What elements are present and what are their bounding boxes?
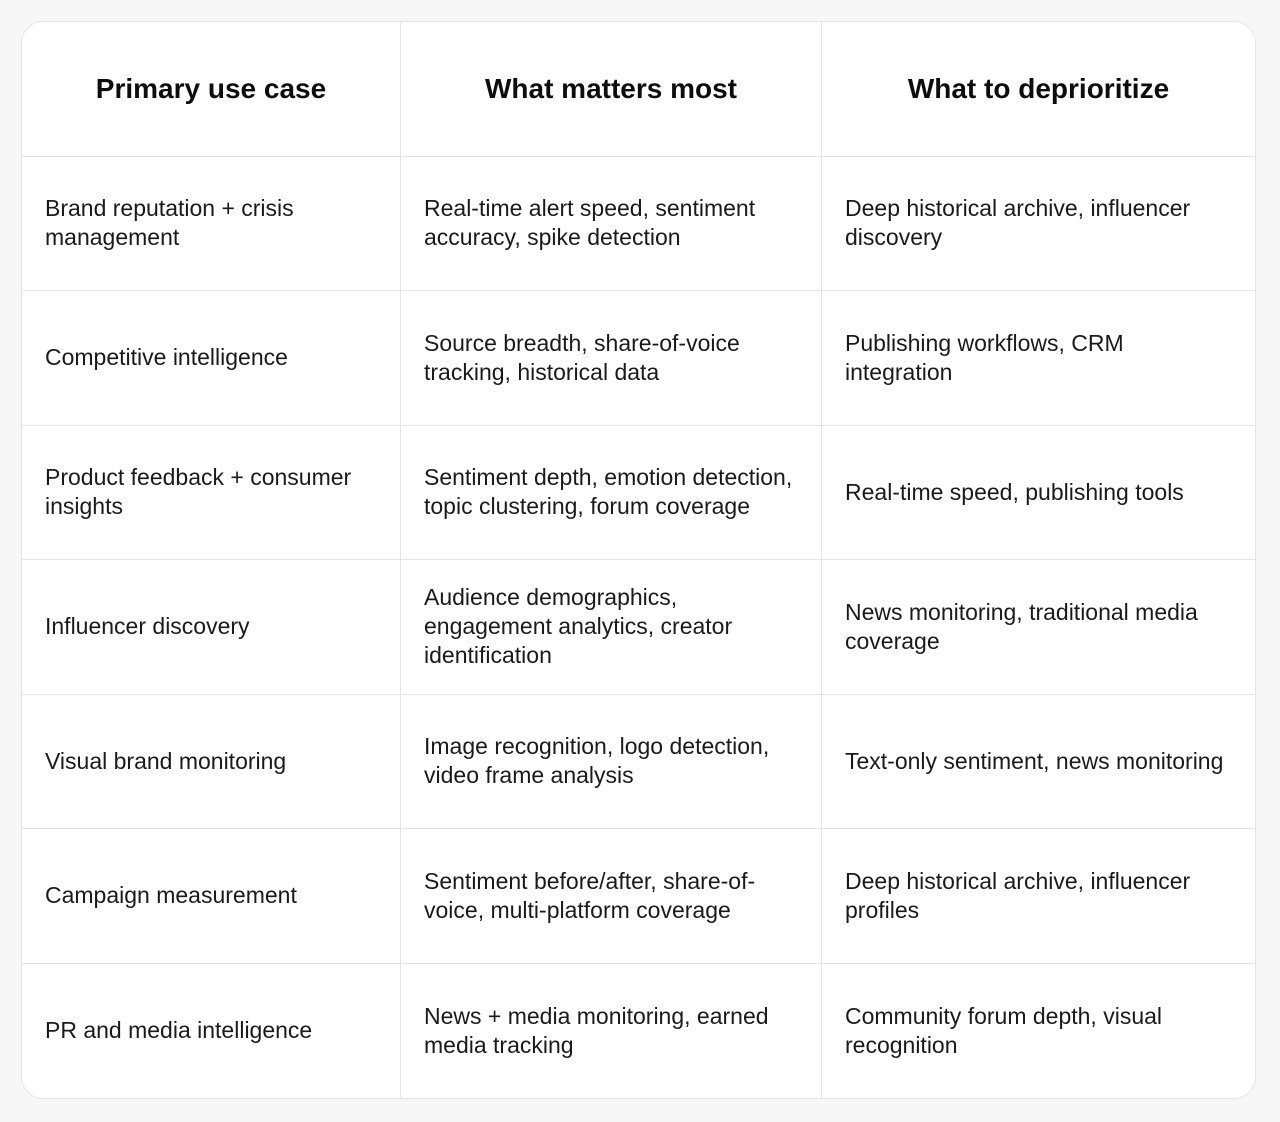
table-cell-matters-most: Image recognition, logo detection, video frame analysis — [401, 695, 822, 830]
table-cell-deprioritize: Publishing workflows, CRM integration — [822, 291, 1255, 426]
table-cell-deprioritize: News monitoring, traditional media coverage — [822, 560, 1255, 695]
table-cell-deprioritize: Text-only sentiment, news monitoring — [822, 695, 1255, 830]
table-cell-deprioritize: Real-time speed, publishing tools — [822, 426, 1255, 561]
table-cell-use-case: PR and media intelligence — [22, 964, 401, 1099]
table-cell-matters-most: Real-time alert speed, sentiment accuracy, spike detection — [401, 157, 822, 292]
column-header-primary-use-case: Primary use case — [22, 22, 401, 157]
table-cell-use-case: Brand reputation + crisis management — [22, 157, 401, 292]
table-cell-matters-most: News + media monitoring, earned media tracking — [401, 964, 822, 1099]
table-cell-deprioritize: Deep historical archive, influencer profiles — [822, 829, 1255, 964]
column-header-what-to-deprioritize: What to deprioritize — [822, 22, 1255, 157]
table-cell-matters-most: Sentiment before/after, share-of-voice, multi-platform coverage — [401, 829, 822, 964]
table-cell-use-case: Visual brand monitoring — [22, 695, 401, 830]
table-cell-matters-most: Source breadth, share-of-voice tracking, historical data — [401, 291, 822, 426]
comparison-table — [22, 22, 1255, 1098]
table-cell-matters-most: Audience demographics, engagement analytics, creator identification — [401, 560, 822, 695]
table-cell-deprioritize: Community forum depth, visual recognition — [845, 1002, 1163, 1058]
table-cell-use-case: Campaign measurement — [22, 829, 401, 964]
table-cell-deprioritize: Deep historical archive, influencer discovery — [822, 157, 1255, 292]
column-header-what-matters-most: What matters most — [401, 22, 822, 157]
table-cell-use-case: Influencer discovery — [22, 560, 401, 695]
table-cell-matters-most: Sentiment depth, emotion detection, topic clustering, forum coverage — [401, 426, 822, 561]
comparison-table-card — [21, 21, 1256, 1099]
table-cell-use-case: Competitive intelligence — [22, 291, 401, 426]
table-cell-use-case: Product feedback + consumer insights — [22, 426, 401, 561]
